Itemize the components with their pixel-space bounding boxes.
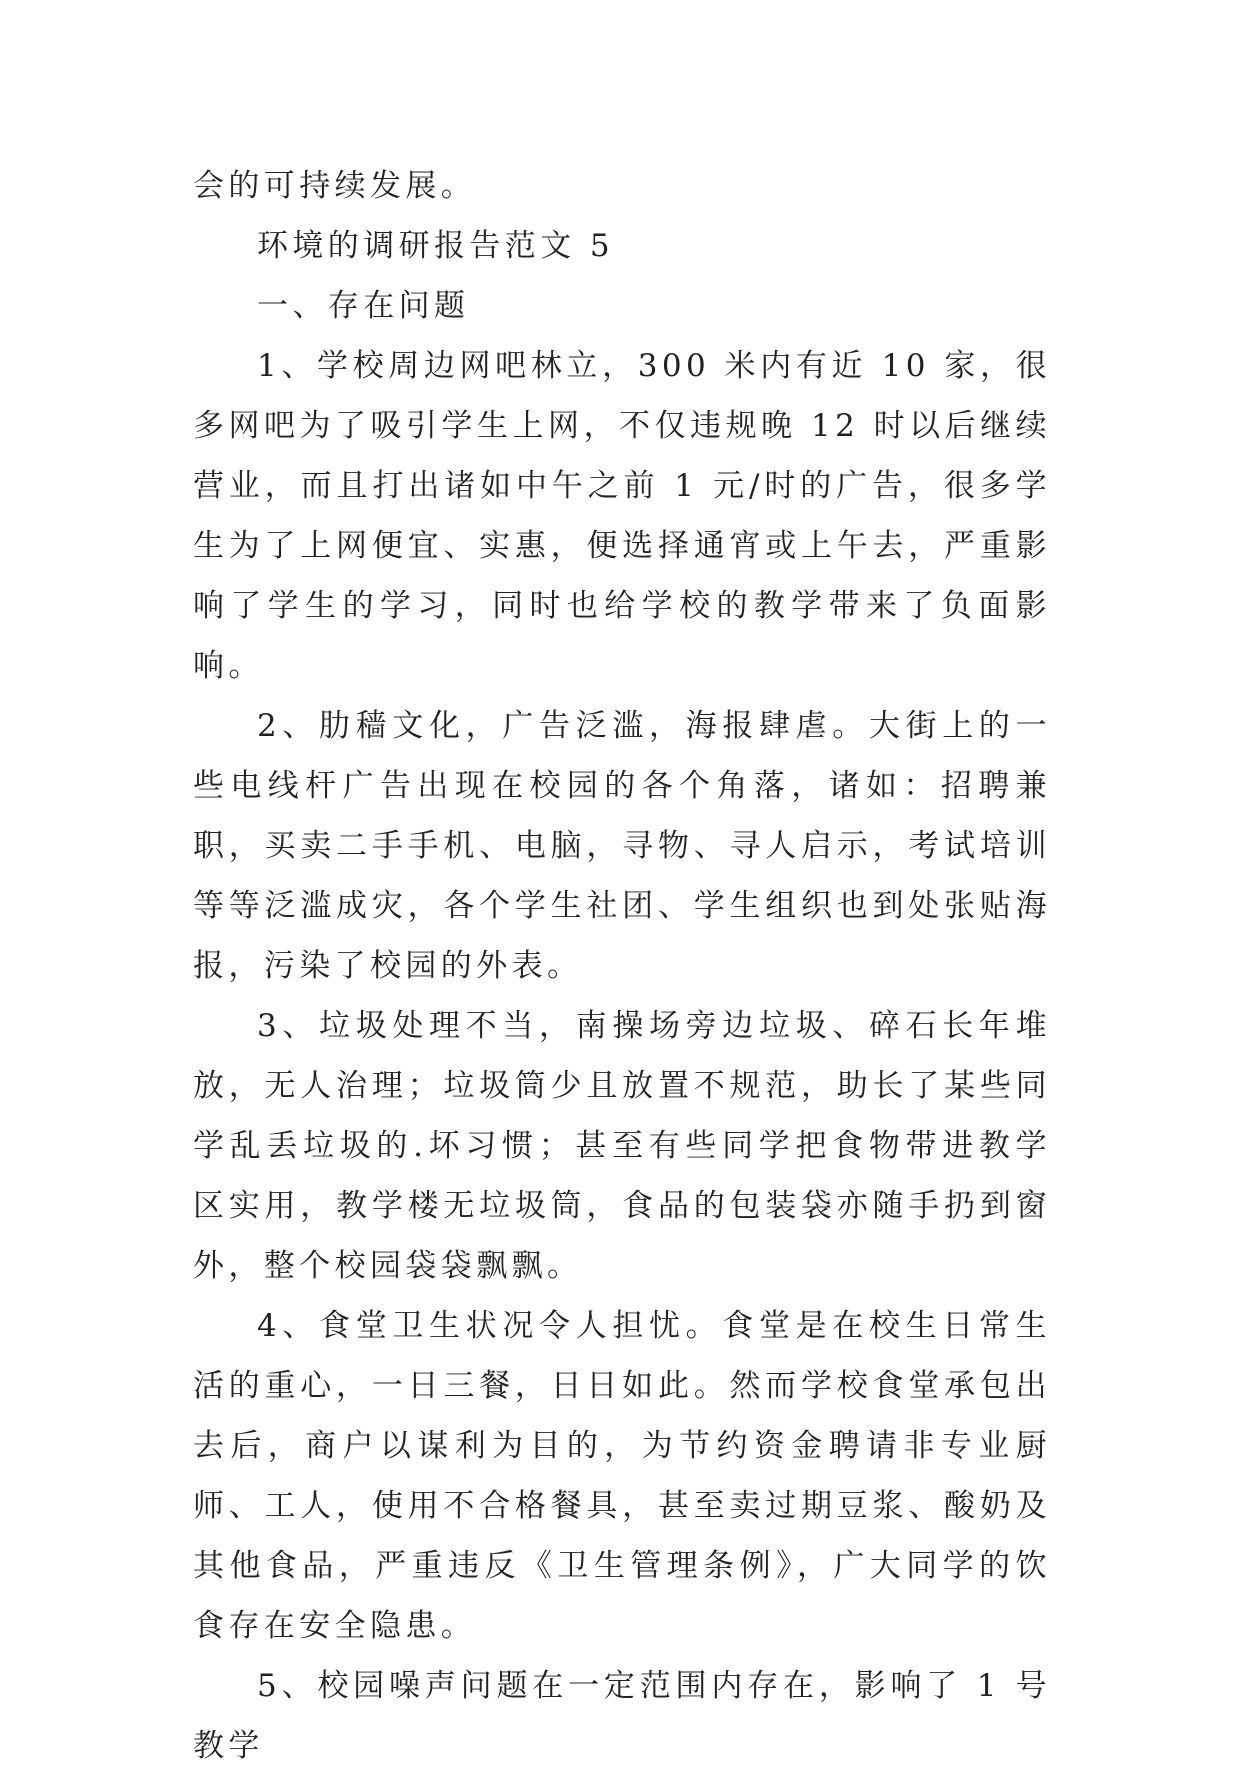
document-body [193,156,1051,1776]
section-heading: 一、存在问题 [257,288,470,324]
paragraph-item-3: 3、垃圾处理不当，南操场旁边垃圾、碎石长年堆放，无人治理；垃圾筒少且放置不规范，助长了某些同学乱丢垃圾的.坏习惯；甚至有些同学把食物带进教学区实用，教学楼无垃圾筒，食品的包装袋亦随手扔到窗外，整个校园袋袋飘飘。 [193,1008,1051,1284]
paragraph-item-1: 1、学校周边网吧林立，300 米内有近 10 家，很多网吧为了吸引学生上网，不仅违规晚 12 时以后继续营业，而且打出诸如中午之前 1 元/时的广告，很多学生为了上网便宜、实惠，便选择通宵或上午去，严重影响了学生的学习，同时也给学校的教学带来了负面影响。 [193,348,1051,684]
section-title: 环境的调研报告范文 5 [257,228,614,264]
paragraph-item-2: 2、肋穑文化，广告泛滥，海报肆虐。大街上的一些电线杆广告出现在校园的各个角落，诸如：招聘兼职，买卖二手手机、电脑，寻物、寻人启示，考试培训等等泛滥成灾，各个学生社团、学生组织也到处张贴海报，污染了校园的外表。 [193,708,1051,984]
paragraph-continuation: 会的可持续发展。 [193,168,477,204]
paragraph-item-5: 5、校园噪声问题在一定范围内存在，影响了 1 号教学 [193,1668,1051,1764]
paragraph-item-4: 4、食堂卫生状况令人担忧。食堂是在校生日常生活的重心，一日三餐，日日如此。然而学校食堂承包出去后，商户以谋利为目的，为节约资金聘请非专业厨师、工人，使用不合格餐具，甚至卖过期豆浆、酸奶及其他食品，严重违反《卫生管理条例》，广大同学的饮食存在安全隐患。 [193,1308,1051,1644]
